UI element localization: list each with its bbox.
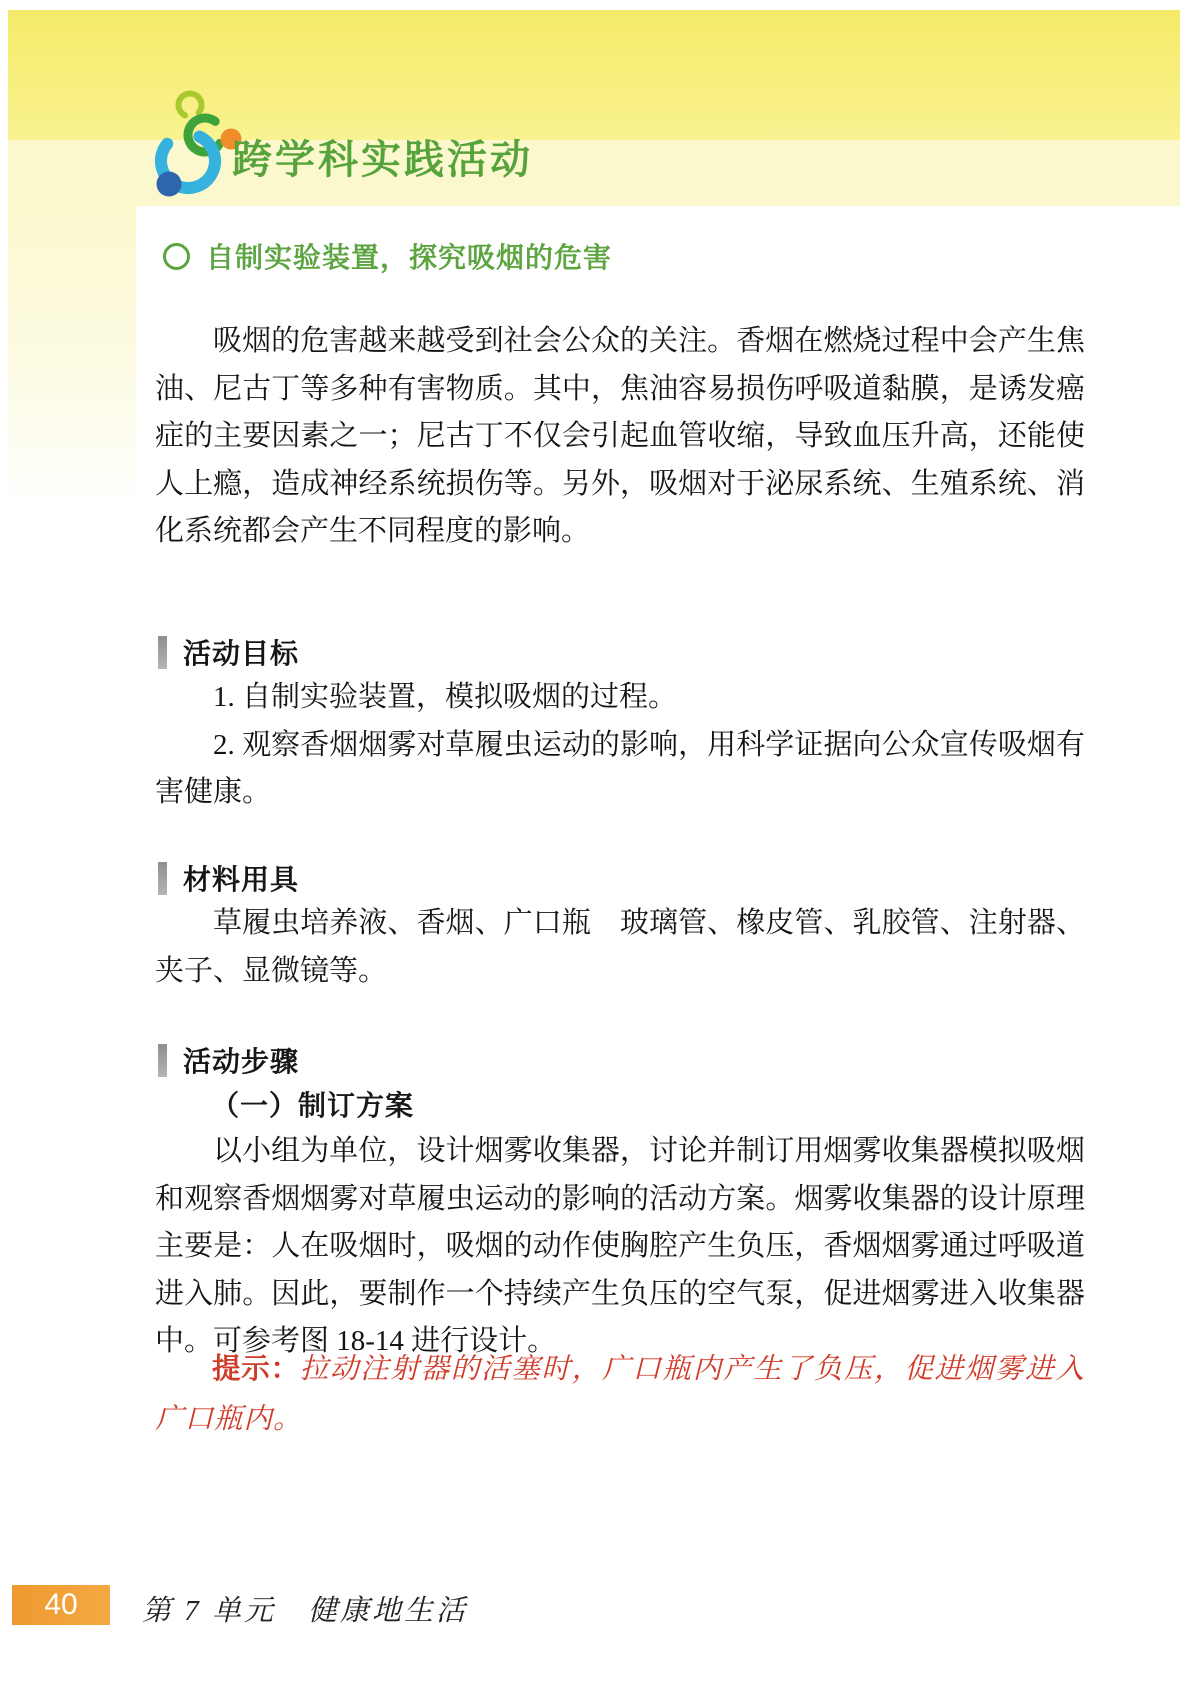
heading-label: 活动步骤	[183, 1046, 300, 1077]
goal-item-2: 2. 观察香烟烟雾对草履虫运动的影响，用科学证据向公众宣传吸烟有害健康。	[155, 728, 1085, 808]
circle-bullet-icon	[163, 243, 190, 270]
banner-title: 跨学科实践活动	[232, 138, 533, 182]
hint-text: 拉动注射器的活塞时，广口瓶内产生了负压，促进烟雾进入广口瓶内。	[155, 1354, 1085, 1435]
steps-paragraph: 以小组为单位，设计烟雾收集器，讨论并制订用烟雾收集器模拟吸烟和观察香烟烟雾对草履虫运动的影响的活动方案。烟雾收集器的设计原理主要是：人在吸烟时，吸烟的动作使胸腔产生负压，香烟烟雾通过呼吸道进入肺。因此，要制作一个持续产生负压的空气泵，促进烟雾进入收集器中。可参考图 18-14 进行设计。	[155, 1135, 1085, 1357]
left-yellow-fade	[8, 200, 136, 510]
heading-activity-steps	[158, 1040, 299, 1080]
intro-paragraph: 吸烟的危害越来越受到社会公众的关注。香烟在燃烧过程中会产生焦油、尼古丁等多种有害物质。其中，焦油容易损伤呼吸道黏膜，是诱发癌症的主要因素之一；尼古丁不仅会引起血管收缩，导致血压升高，还能使人上瘾，造成神经系统损伤等。另外，吸烟对于泌尿系统、生殖系统、消化系统都会产生不同程度的影响。	[155, 325, 1085, 547]
heading-bar-icon	[158, 1044, 167, 1077]
hint-paragraph	[155, 1344, 1085, 1445]
hint-label: 提示：	[212, 1353, 300, 1385]
heading-bar-icon	[158, 862, 167, 895]
page-number-badge: 40	[12, 1585, 110, 1625]
materials-paragraph: 草履虫培养液、香烟、广口瓶 玻璃管、橡皮管、乳胶管、注射器、夹子、显微镜等。	[155, 907, 1085, 987]
goal-item-1: 1. 自制实验装置，模拟吸烟的过程。	[213, 681, 678, 713]
footer-unit-title: 第 7 单元 健康地生活	[142, 1595, 469, 1627]
heading-materials	[158, 858, 299, 898]
heading-bar-icon	[158, 636, 167, 669]
heading-activity-goals	[158, 632, 299, 672]
heading-label: 材料用具	[183, 864, 300, 895]
steps-subheading: （一）制订方案	[211, 1090, 415, 1121]
heading-label: 活动目标	[183, 638, 300, 669]
activity-title-row	[163, 236, 612, 276]
goals-list	[155, 674, 1085, 817]
activity-title: 自制实验装置，探究吸烟的危害	[206, 242, 613, 273]
